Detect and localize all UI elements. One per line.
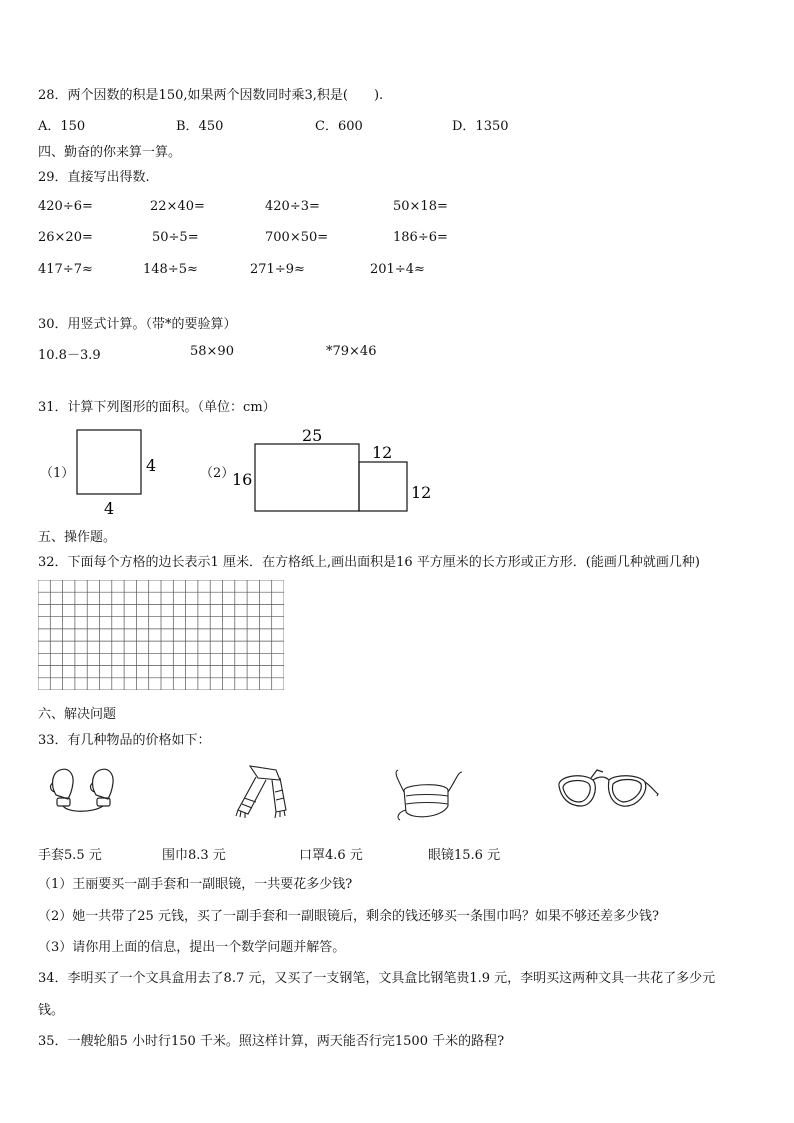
q28-option-c: C．600 (315, 119, 363, 134)
q34-line-1: 34．李明买了一个文具盒用去了8.7 元，又买了一支钢笔，文具盒比钢笔贵1.9 元，李明买这两种文具一共花了多少元 (38, 971, 716, 986)
price-scarf: 围巾8.3 元 (162, 848, 226, 863)
q29-r3c2: 148÷5≈ (143, 262, 198, 277)
q32-square-grid[interactable] (38, 580, 284, 690)
q28-option-b: B．450 (176, 119, 224, 134)
q31-fig2-label: （2） (200, 466, 235, 481)
q29-r2c1: 26×20= (38, 230, 93, 245)
q28-text: 28．两个因数的积是150,如果两个因数同时乘3,积是( ). (38, 88, 384, 103)
q29-r3c4: 201÷4≈ (370, 262, 425, 277)
q29-title: 29．直接写出得数. (38, 170, 150, 185)
q31-fig2-small-top-label: 12 (372, 443, 393, 462)
q28-option-a: A．150 (38, 119, 86, 134)
q30-title: 30．用竖式计算。（带*的要验算） (38, 317, 237, 332)
q29-r1c1: 420÷6= (38, 199, 93, 214)
q32-text: 32．下面每个方格的边长表示1 厘米．在方格纸上,画出面积是16 平方厘米的长方形或正方形．(能画几种就画几种) (38, 555, 700, 570)
gloves-picture (48, 765, 118, 815)
q31-fig2-small-right-label: 12 (411, 483, 432, 502)
q29-r2c3: 700×50= (265, 230, 329, 245)
mask-picture (392, 768, 467, 828)
q29-r1c2: 22×40= (150, 199, 205, 214)
scarf-picture (228, 760, 298, 820)
q29-r1c3: 420÷3= (265, 199, 320, 214)
q35-text: 35．一艘轮船5 小时行150 千米。照这样计算，两天能否行完1500 千米的路程? (38, 1034, 505, 1049)
section5-heading: 五、操作题。 (38, 530, 117, 545)
q29-r1c4: 50×18= (393, 199, 448, 214)
q33-sub-3: （3）请你用上面的信息，提出一个数学问题并解答。 (38, 940, 346, 955)
q29-r3c3: 271÷9≈ (250, 262, 305, 277)
q33-title: 33．有几种物品的价格如下： (38, 733, 211, 748)
section4-heading: 四、勤奋的你来算一算。 (38, 145, 182, 160)
price-glasses: 眼镜15.6 元 (428, 848, 501, 863)
section6-heading: 六、解决问题 (38, 707, 117, 722)
q29-r2c4: 186÷6= (393, 230, 448, 245)
q31-title: 31．计算下列图形的面积。（单位：cm） (38, 400, 276, 415)
q31-fig1-bottom-label: 4 (104, 499, 115, 518)
q31-fig1-square (70, 425, 180, 520)
q34-line-2: 钱。 (38, 1003, 65, 1018)
q31-fig1-right-label: 4 (146, 456, 157, 475)
q31-fig2-left-label: 16 (232, 470, 253, 489)
q31-fig1-label: （1） (40, 466, 75, 481)
q29-r3c1: 417÷7≈ (38, 262, 93, 277)
q28-option-d: D．1350 (452, 119, 509, 134)
q31-fig2-composite (226, 424, 441, 516)
q30-item-3: *79×46 (326, 344, 377, 359)
q30-item-1: 10.8－3.9 (38, 348, 101, 363)
q33-sub-1: （1）王丽要买一副手套和一副眼镜，一共要花多少钱? (38, 877, 353, 892)
price-gloves: 手套5.5 元 (38, 848, 102, 863)
price-mask: 口罩4.6 元 (299, 848, 363, 863)
q29-r2c2: 50÷5= (152, 230, 199, 245)
q30-item-2: 58×90 (190, 344, 234, 359)
q31-fig2-top-label: 25 (302, 426, 323, 445)
glasses-picture (553, 766, 663, 826)
q33-sub-2: （2）她一共带了25 元钱，买了一副手套和一副眼镜后，剩余的钱还够买一条围巾吗？如果不够还差多少钱? (38, 909, 659, 924)
